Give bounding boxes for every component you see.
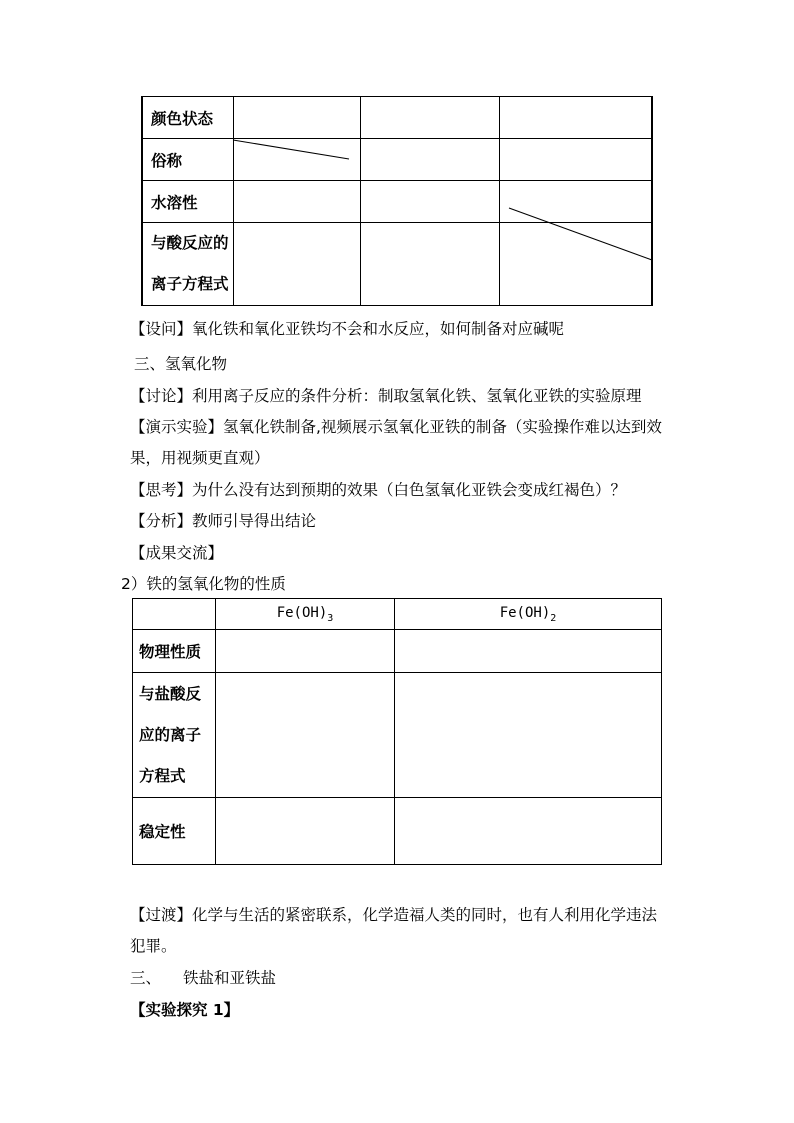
paragraph-think: 【思考】为什么没有达到预期的效果（白色氢氧化亚铁会变成红褐色）？: [130, 481, 627, 499]
oxide-properties-table: [141, 96, 653, 306]
table-cell: [234, 223, 361, 306]
row-label-common-name: 俗称: [142, 139, 234, 181]
table-cell: [234, 181, 361, 223]
hydroxide-properties-table: [132, 598, 662, 865]
row-label-physical: 物理性质: [133, 630, 216, 673]
label-line: 方程式: [139, 766, 186, 785]
table-cell: [395, 798, 662, 865]
table-cell: [216, 798, 395, 865]
section-heading-iron-salts: [130, 968, 276, 988]
label-line: 与酸反应的: [151, 234, 229, 252]
table-cell: [216, 673, 395, 798]
paragraph-experiment-1: 【实验探究 1】: [130, 1001, 240, 1019]
row-label-water-solubility: 水溶性: [142, 181, 234, 223]
row-label-acid-reaction: [142, 223, 234, 306]
table-cell: [500, 223, 653, 306]
paragraph-discussion: 【讨论】利用离子反应的条件分析：制取氢氧化铁、氢氧化亚铁的实验原理: [130, 387, 642, 405]
section-number: 三、: [130, 969, 162, 987]
table-cell: [361, 97, 500, 139]
paragraph-transition-line2: 犯罪。: [130, 937, 177, 955]
table-cell: [500, 181, 653, 223]
row-label-hcl-reaction: [133, 673, 216, 798]
paragraph-transition-line1: 【过渡】化学与生活的紧密联系，化学造福人类的同时，也有人利用化学违法: [130, 906, 658, 924]
table-cell: [395, 630, 662, 673]
formula-base: Fe(OH): [499, 604, 551, 621]
paragraph-results: 【成果交流】: [130, 544, 224, 562]
table-cell: [500, 139, 653, 181]
table-cell: [361, 181, 500, 223]
paragraph-demo-line1: 【演示实验】氢氧化铁制备,视频展示氢氧化亚铁的制备（实验操作难以达到效: [130, 418, 662, 436]
table-cell: [216, 630, 395, 673]
paragraph-question: 【设问】氧化铁和氧化亚铁均不会和水反应，如何制备对应碱呢: [130, 320, 565, 338]
formula-subscript: 2: [550, 612, 557, 624]
row-label-stability: 稳定性: [133, 798, 216, 865]
table-cell: [133, 599, 216, 630]
label-line: 应的离子: [139, 725, 202, 744]
label-line: 离子方程式: [151, 275, 229, 293]
header-fe-oh-2: [395, 599, 662, 630]
section-title: 铁盐和亚铁盐: [183, 969, 277, 987]
subheading-hydroxide-properties: 2）铁的氢氧化物的性质: [121, 575, 286, 593]
formula-subscript: 3: [327, 612, 334, 624]
table-cell: [361, 223, 500, 306]
table-cell: [234, 139, 361, 181]
header-fe-oh-3: [216, 599, 395, 630]
paragraph-demo-line2: 果，用视频更直观）: [130, 449, 270, 467]
paragraph-analysis: 【分析】教师引导得出结论: [130, 512, 317, 530]
row-label-color-state: 颜色状态: [142, 97, 234, 139]
table-cell: [395, 673, 662, 798]
formula-base: Fe(OH): [276, 604, 328, 621]
table-cell: [500, 97, 653, 139]
table-cell: [234, 97, 361, 139]
section-heading-hydroxides: 三、氢氧化物: [134, 355, 228, 373]
table-cell: [361, 139, 500, 181]
label-line: 与盐酸反: [139, 684, 202, 703]
